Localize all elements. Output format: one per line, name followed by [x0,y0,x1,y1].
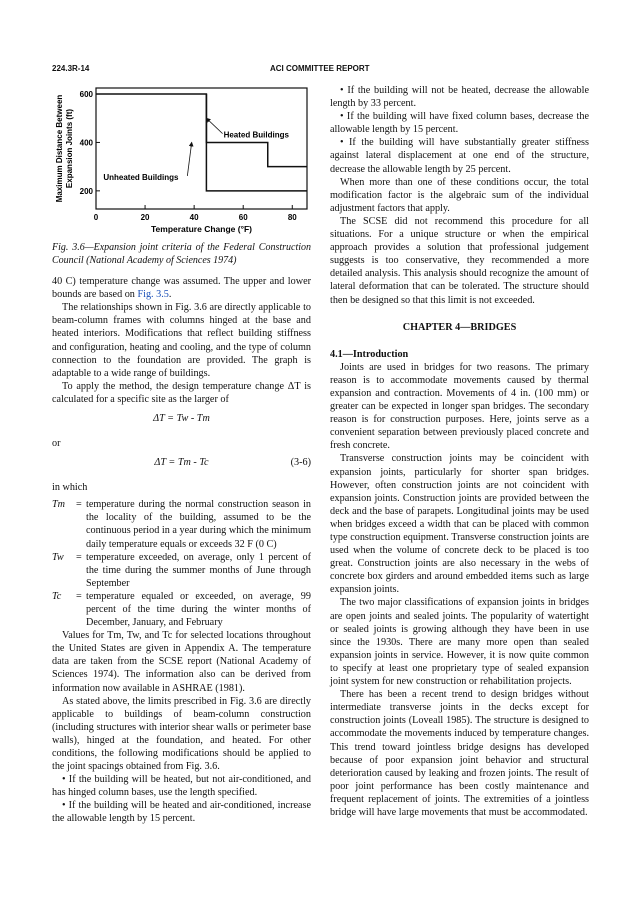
page-number: 224.3R-14 [52,64,90,73]
section-heading: 4.1—Introduction [330,348,409,360]
x-tick-label: 80 [287,213,297,222]
expansion-joint-chart [52,84,311,234]
annotation-arrow [187,142,191,176]
paragraph: The relationships shown in Fig. 3.6 are directly applicable to beam-column frames with columns hinged at the base and heated interiors. Modifications that reflect building stiffness and configuration, heating and cooling, and the type of column connection to the foundation are provided. The graph is adaptable to a wide range of buildings. [52,302,311,379]
right-column [330,84,589,819]
paragraph: As stated above, the limits prescribed in Fig. 3.6 are directly applicable to buildings of beam-column construction (including structures with interior shear walls or perimeter base walls), hinged at the foundation, and heated. For other conditions, the following modifications should be applied to the joint spacings obtained from Fig. 3.6. [52,695,311,773]
y-axis-label-line1: Maximum Distance Between [55,94,64,203]
definition-tm: Tm = temperature during the normal construction season in the locality of the building, assumed to be the continuous period in a year during which the minimum daily temperature equals or exceeds 32 F (0 C) [52,499,311,550]
bullet-item: • If the building will have fixed column bases, decrease the allowable length by 15 percent. [330,111,589,136]
left-column [52,84,311,826]
y-tick-label: 600 [79,90,93,100]
equation-1: ΔT = Tw - Tm [153,413,210,425]
or-label: or [52,438,61,450]
x-tick-label: 20 [140,213,150,222]
paragraph: Joints are used in bridges for two reasons. The primary reason is to accommodate movements caused by thermal expansion and contraction. Movements of 4 in. (100 mm) or greater can be expected in longer span bridges. The secondary reason is for construction purposes. Here, joints serve as a convenient separation between previously placed concrete and fresh concrete. [330,361,589,452]
x-axis-label: Temperature Change (°F) [150,224,253,234]
paragraph: There has been a recent trend to design bridges without intermediate transverse joints in the decks except for construction joints (Loveall 1985). The structure is designed to accommodate the movements induced by temperature changes. This trend toward jointless bridge designs has developed because of poor expansion joint behavior and structural deterioration caused by leaking and frozen joints. The result of poor joint performance has been costly maintenance and frequent replacement of joints. The extremities of a jointless bridge will have large movements that must be accommodated. [330,689,589,818]
bullet-item: • If the building will not be heated, decrease the allowable length by 33 percent. [330,85,589,110]
paragraph: To apply the method, the design temperature change ΔT is calculated for a specific site as the larger of [52,380,311,405]
running-title: ACI COMMITTEE REPORT [270,64,370,73]
annotation-label: Unheated Buildings [103,172,179,182]
annotation-label: Heated Buildings [223,130,289,140]
definition-tw: Tw = temperature exceeded, on average, only 1 percent of the time during the summer months of June through September [52,551,311,589]
y-tick-label: 200 [79,186,93,196]
definition-tc: Tc = temperature equaled or exceeded, on average, 99 percent of the time during the winter months of December, January, and February [52,590,311,629]
x-tick-label: 60 [238,213,248,222]
paragraph: Values for Tm, Tw, and Tc for selected locations throughout the United States are given in Appendix A. The temperature data are taken from the SCSE report (National Academy of Sciences 1974). The information also can be derived from information now available in ASHRAE (1981). [52,630,311,694]
paragraph: The two major classifications of expansion joints in bridges are open joints and sealed joints. The popularity of watertight or sealed joints is growing although they have been in use since the 1930s. There are many more open than sealed expansion joints in service. However, it is now quite common to specify at least one proprietary type of sealed expansion joint system for new construction or rehabilitation projects. [330,597,589,688]
paragraph: When more than one of these conditions occur, the total modification factor is the algebraic sum of the individual adjustment factors that apply. [330,176,589,214]
bullet-item: • If the building will be heated and air-conditioned, increase the allowable length by 15 percent. [52,800,311,825]
chapter-heading: CHAPTER 4—BRIDGES [402,321,517,333]
figure-caption: Fig. 3.6—Expansion joint criteria of the Federal Construction Council (National Academy of Sciences 1974) [52,242,311,266]
paragraph: 40 C) temperature change was assumed. The upper and lower bounds are based on Fig. 3.5. [52,276,311,301]
figure-link[interactable]: Fig. 3.5 [137,289,169,301]
annotation-arrow [206,118,222,133]
equation-3-6: ΔT = Tm - Tc (3-6) [154,457,311,469]
in-which-label: in which [52,482,88,494]
bullet-item: • If the building will be heated, but not air-conditioned, and has hinged column bases, use the length specified. [52,774,311,799]
y-axis-label-line2: Expansion Joints (ft) [65,108,74,189]
paragraph: The SCSE did not recommend this procedure for all situations. For a unique structure or when the empirical approach provides a solution that professional judgement suggests is too conservative, they recommended a more detailed analysis. This analysis should recognize the amount of lateral deformation that can be tolerated. The structure should then be designed so that this limit is not exceeded. [330,215,589,306]
x-tick-label: 0 [93,213,99,222]
equation-number: (3-6) [290,457,311,469]
bullet-item: • If the building will have substantially greater stiffness against lateral displacement at one end of the structure, decrease the allowable length by 25 percent. [330,137,589,175]
y-tick-label: 400 [79,138,93,148]
paragraph: Transverse construction joints may be coincident with expansion joints, particularly for shorter span bridges. However, often construction joints are not coincident with expansion joints. Construction joints are provided between the deck and the base of parapets. Longitudinal joints may be used when bridges exceed a width that can be placed with common type construction equipment. Transverse construction joints are used when the volume of concrete deck to be placed is too great. Construction joints are also necessary in the webs of concrete box girders and around embedded items such as large expansion joints. [330,453,589,596]
x-tick-label: 40 [189,213,199,222]
